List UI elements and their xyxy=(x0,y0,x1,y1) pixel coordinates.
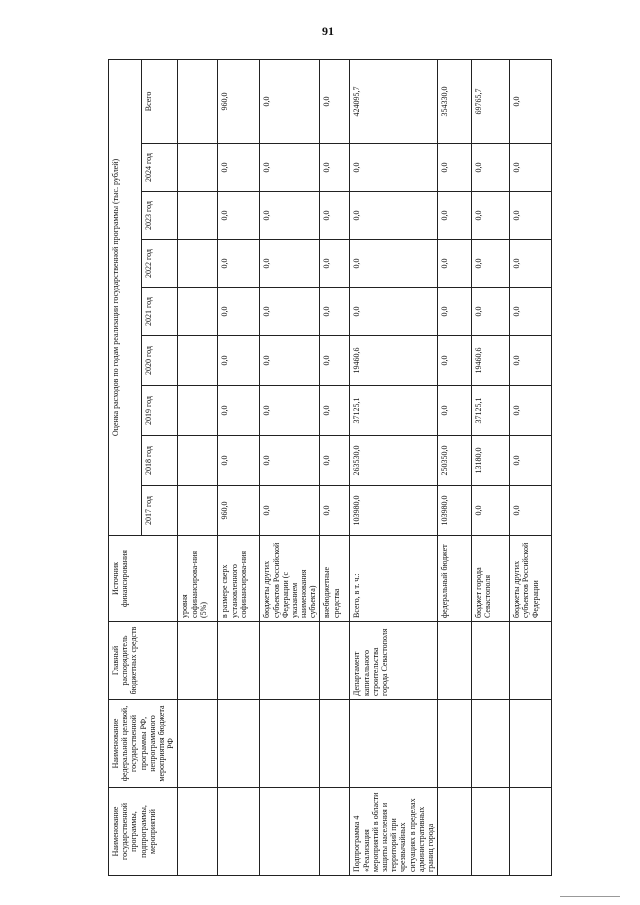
header-estimate-title: Оценка расходов по годам реализации государственной программы (тыс. рублей) xyxy=(109,59,142,535)
cell-year-value: 0,0 xyxy=(260,336,320,386)
cell-year-value: 0,0 xyxy=(510,192,552,240)
cell-year-value: 0,0 xyxy=(472,486,510,536)
cell-year-value xyxy=(178,288,218,336)
table-row xyxy=(218,59,260,875)
cell-year-value: 0,0 xyxy=(350,288,438,336)
table-row xyxy=(472,59,510,875)
cell-total: 0,0 xyxy=(260,59,320,143)
header-year: 2018 год xyxy=(141,436,178,486)
cell-year-value: 263530,0 xyxy=(350,436,438,486)
cell-program xyxy=(178,788,218,876)
cell-year-value: 0,0 xyxy=(260,386,320,436)
cell-year-value: 0,0 xyxy=(472,192,510,240)
cell-year-value: 0,0 xyxy=(510,144,552,192)
cell-year-value: 0,0 xyxy=(218,144,260,192)
cell-year-value: 0,0 xyxy=(438,386,472,436)
cell-source: бюджет города Севастополя xyxy=(472,536,510,622)
cell-federal xyxy=(218,700,260,788)
cell-year-value xyxy=(178,192,218,240)
cell-source: бюджеты других субъектов Российской Федерации (с указанием наименования субъекта) xyxy=(260,536,320,622)
table-row xyxy=(260,59,320,875)
cell-year-value: 0,0 xyxy=(260,192,320,240)
cell-manager xyxy=(472,622,510,700)
cell-year-value: 0,0 xyxy=(320,486,350,536)
cell-year-value: 960,0 xyxy=(218,486,260,536)
cell-year-value xyxy=(178,436,218,486)
cell-manager xyxy=(178,622,218,700)
cell-manager xyxy=(510,622,552,700)
cell-year-value: 0,0 xyxy=(218,336,260,386)
cell-year-value: 0,0 xyxy=(472,144,510,192)
cell-program: Подпрограмма 4 «Реализация мероприятий в области защиты населения и территорий при чрезвычайных ситуациях в пределах административных границ города xyxy=(350,788,438,876)
header-year: 2023 год xyxy=(141,192,178,240)
cell-year-value: 0,0 xyxy=(510,386,552,436)
cell-manager xyxy=(218,622,260,700)
header-year: 2024 год xyxy=(141,144,178,192)
cell-year-value: 0,0 xyxy=(350,192,438,240)
header-year: 2020 год xyxy=(141,336,178,386)
cell-year-value: 0,0 xyxy=(438,336,472,386)
cell-source: уровня софинансирова-ния (5%) xyxy=(178,536,218,622)
cell-year-value: 0,0 xyxy=(350,240,438,288)
cell-federal xyxy=(320,700,350,788)
cell-year-value: 0,0 xyxy=(320,288,350,336)
header-program-name: Наименование государственной программы, подпрограммы, мероприятий xyxy=(109,788,178,876)
cell-year-value xyxy=(178,486,218,536)
cell-federal xyxy=(438,700,472,788)
cell-year-value: 37125,1 xyxy=(472,386,510,436)
table-row xyxy=(350,59,438,875)
cell-source: Всего, в т. ч.: xyxy=(350,536,438,622)
cell-manager: Департамент капитального строительства города Севастополя xyxy=(350,622,438,700)
cell-year-value: 0,0 xyxy=(218,386,260,436)
divider xyxy=(560,896,620,897)
cell-year-value: 0,0 xyxy=(320,386,350,436)
cell-manager xyxy=(438,622,472,700)
cell-year-value xyxy=(178,240,218,288)
cell-total: 69765,7 xyxy=(472,59,510,143)
cell-year-value: 0,0 xyxy=(218,192,260,240)
header-year: 2021 год xyxy=(141,288,178,336)
header-federal-name: Наименование федеральной целевой, государственной программы РФ, непрограммного мероприятия бюджета РФ xyxy=(109,700,178,788)
header-year: 2022 год xyxy=(141,240,178,288)
cell-total: 0,0 xyxy=(510,59,552,143)
header-year: 2019 год xyxy=(141,386,178,436)
cell-federal xyxy=(178,700,218,788)
cell-program xyxy=(472,788,510,876)
cell-federal xyxy=(260,700,320,788)
cell-year-value: 0,0 xyxy=(320,240,350,288)
cell-year-value xyxy=(178,336,218,386)
cell-year-value: 0,0 xyxy=(218,288,260,336)
cell-total: 354330,0 xyxy=(438,59,472,143)
cell-federal xyxy=(350,700,438,788)
cell-year-value: 0,0 xyxy=(510,436,552,486)
table-body xyxy=(178,59,552,875)
cell-year-value: 37125,1 xyxy=(350,386,438,436)
cell-year-value: 0,0 xyxy=(510,336,552,386)
cell-program xyxy=(218,788,260,876)
rotated-table-wrapper xyxy=(108,60,540,876)
cell-source: внебюджетные средства xyxy=(320,536,350,622)
cell-year-value: 0,0 xyxy=(218,436,260,486)
cell-year-value: 0,0 xyxy=(438,240,472,288)
header-year: 2017 год xyxy=(141,486,178,536)
cell-year-value: 19460,6 xyxy=(350,336,438,386)
cell-year-value: 103980,0 xyxy=(350,486,438,536)
cell-year-value: 103980,0 xyxy=(438,486,472,536)
table-row xyxy=(438,59,472,875)
cell-program xyxy=(320,788,350,876)
table-row xyxy=(510,59,552,875)
cell-year-value: 19460,6 xyxy=(472,336,510,386)
cell-year-value: 0,0 xyxy=(320,192,350,240)
cell-year-value: 0,0 xyxy=(472,240,510,288)
cell-federal xyxy=(510,700,552,788)
cell-year-value: 0,0 xyxy=(438,192,472,240)
cell-source: в размере сверх установленного софинансирова-ния xyxy=(218,536,260,622)
page-number: 91 xyxy=(322,24,334,38)
table-row xyxy=(320,59,350,875)
cell-year-value: 0,0 xyxy=(260,486,320,536)
cell-program xyxy=(260,788,320,876)
cell-year-value: 0,0 xyxy=(320,144,350,192)
cell-source: федеральный бюджет xyxy=(438,536,472,622)
cell-total: 0,0 xyxy=(320,59,350,143)
cell-year-value: 0,0 xyxy=(472,288,510,336)
expenditure-table xyxy=(108,59,552,876)
cell-year-value: 0,0 xyxy=(510,288,552,336)
cell-year-value: 0,0 xyxy=(260,144,320,192)
cell-manager xyxy=(320,622,350,700)
cell-year-value: 0,0 xyxy=(320,336,350,386)
header-source: Источник финансирования xyxy=(109,536,178,622)
cell-manager xyxy=(260,622,320,700)
cell-year-value: 13180,0 xyxy=(472,436,510,486)
cell-year-value xyxy=(178,386,218,436)
cell-year-value: 0,0 xyxy=(510,486,552,536)
cell-year-value: 0,0 xyxy=(438,144,472,192)
cell-total: 424095,7 xyxy=(350,59,438,143)
cell-source: бюджеты других субъектов Российской Федерации xyxy=(510,536,552,622)
cell-year-value: 250350,0 xyxy=(438,436,472,486)
expenditure-table-container xyxy=(108,60,540,876)
cell-year-value: 0,0 xyxy=(260,240,320,288)
cell-year-value: 0,0 xyxy=(218,240,260,288)
cell-year-value: 0,0 xyxy=(260,436,320,486)
cell-federal xyxy=(472,700,510,788)
header-manager: Главный распорядитель бюджетных средств xyxy=(109,622,178,700)
cell-year-value: 0,0 xyxy=(350,144,438,192)
cell-total xyxy=(178,59,218,143)
cell-total: 960,0 xyxy=(218,59,260,143)
cell-year-value: 0,0 xyxy=(260,288,320,336)
cell-year-value: 0,0 xyxy=(438,288,472,336)
cell-program xyxy=(438,788,472,876)
cell-year-value xyxy=(178,144,218,192)
cell-year-value: 0,0 xyxy=(510,240,552,288)
cell-year-value: 0,0 xyxy=(320,436,350,486)
cell-program xyxy=(510,788,552,876)
header-total: Всего xyxy=(141,59,178,143)
table-row xyxy=(178,59,218,875)
